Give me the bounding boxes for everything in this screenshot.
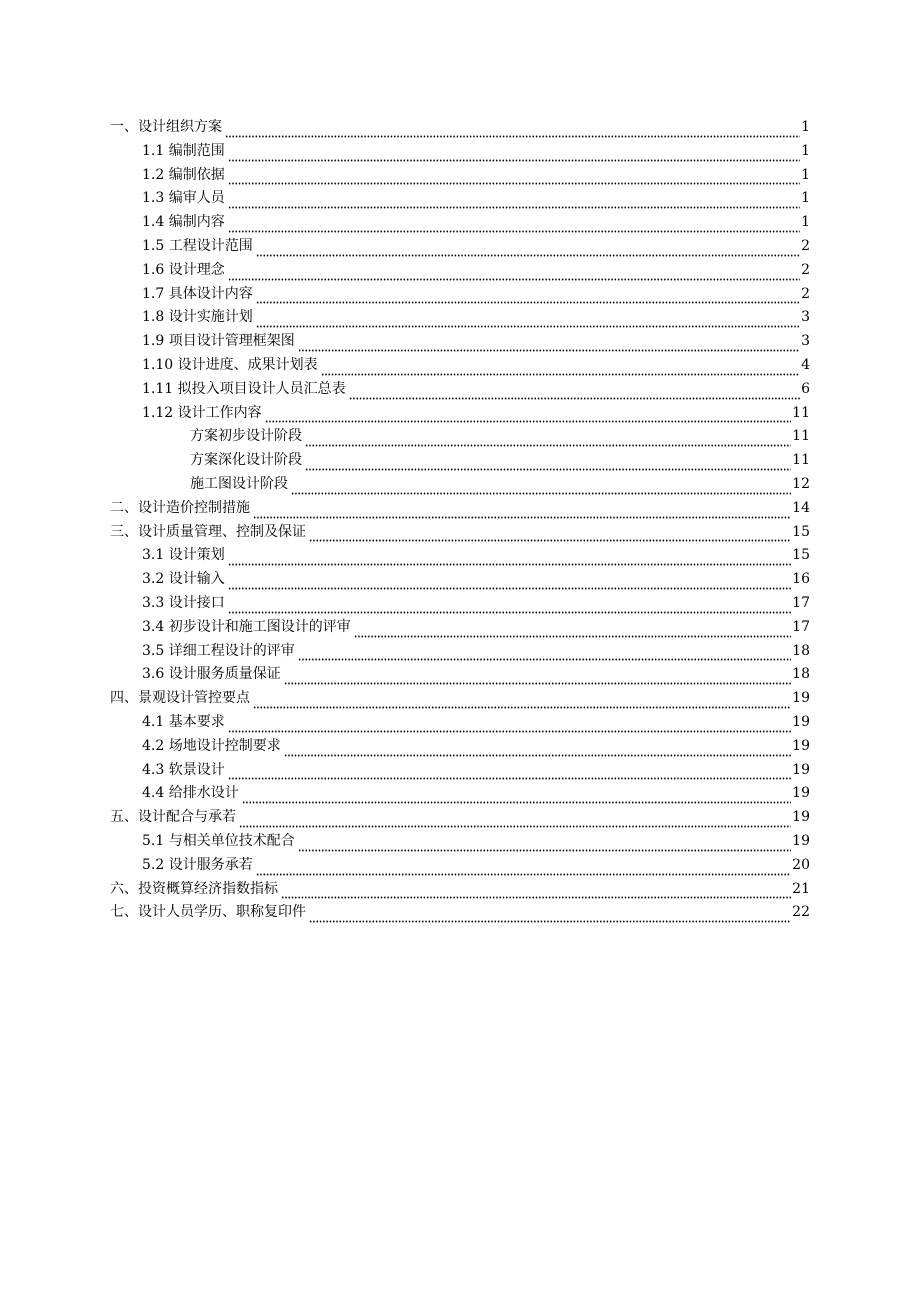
toc-entry[interactable] (110, 330, 810, 354)
toc-entry-page-number: 14 (792, 499, 810, 516)
toc-entry-page-number: 3 (801, 309, 810, 326)
toc-entry-title: 1.11 拟投入项目设计人员汇总表 (142, 380, 346, 397)
toc-entry[interactable] (110, 378, 810, 402)
toc-entry-page-number: 19 (792, 761, 810, 778)
toc-entry-page-number: 22 (792, 904, 810, 921)
toc-entry[interactable] (110, 901, 810, 925)
toc-entry-page-number: 16 (792, 571, 810, 588)
toc-entry-page-number: 17 (792, 594, 810, 611)
toc-entry[interactable] (110, 116, 810, 140)
toc-entry[interactable] (110, 735, 810, 759)
toc-entry[interactable] (110, 354, 810, 378)
toc-dot-leader (228, 766, 791, 780)
toc-dot-leader (228, 719, 791, 733)
toc-entry-page-number: 17 (792, 618, 810, 635)
toc-entry-title: 1.2 编制依据 (142, 166, 225, 183)
toc-dot-leader (265, 409, 792, 423)
toc-dot-leader (228, 148, 800, 162)
toc-dot-leader (253, 505, 791, 519)
toc-entry-page-number: 2 (801, 237, 810, 254)
toc-entry[interactable] (110, 259, 810, 283)
toc-entry-title: 1.7 具体设计内容 (142, 285, 253, 302)
toc-entry-page-number: 12 (792, 475, 810, 492)
toc-entry[interactable] (110, 711, 810, 735)
toc-dot-leader (256, 290, 800, 304)
toc-entry-title: 3.5 详细工程设计的评审 (142, 642, 295, 659)
toc-dot-leader (305, 457, 791, 471)
toc-entry-title: 3.3 设计接口 (142, 594, 225, 611)
toc-entry-title: 1.5 工程设计范围 (142, 237, 253, 254)
toc-dot-leader (298, 838, 791, 852)
toc-entry-title: 六、投资概算经济指数指标 (110, 880, 278, 897)
toc-entry-page-number: 11 (792, 452, 810, 469)
toc-entry-title: 1.1 编制范围 (142, 142, 225, 159)
toc-entry[interactable] (110, 283, 810, 307)
toc-dot-leader (239, 814, 791, 828)
toc-entry-page-number: 3 (801, 333, 810, 350)
toc-entry-title: 1.8 设计实施计划 (142, 309, 253, 326)
toc-entry-title: 3.1 设计策划 (142, 547, 225, 564)
toc-dot-leader (291, 481, 791, 495)
toc-dot-leader (228, 267, 800, 281)
toc-entry-page-number: 1 (801, 190, 810, 207)
toc-entry-page-number: 1 (801, 166, 810, 183)
toc-dot-leader (256, 314, 800, 328)
toc-entry[interactable] (110, 235, 810, 259)
toc-entry[interactable] (110, 759, 810, 783)
toc-entry-title: 1.9 项目设计管理框架图 (142, 333, 295, 350)
toc-entry-page-number: 2 (801, 261, 810, 278)
toc-dot-leader (281, 885, 791, 899)
toc-entry-page-number: 4 (801, 356, 810, 373)
toc-entry[interactable] (110, 306, 810, 330)
toc-entry-page-number: 2 (801, 285, 810, 302)
toc-entry[interactable] (110, 782, 810, 806)
toc-dot-leader (228, 552, 791, 566)
toc-entry-page-number: 21 (792, 880, 810, 897)
toc-entry[interactable] (110, 878, 810, 902)
toc-entry[interactable] (110, 830, 810, 854)
toc-entry[interactable] (110, 568, 810, 592)
toc-entry[interactable] (110, 806, 810, 830)
toc-entry-page-number: 18 (792, 642, 810, 659)
toc-entry-title: 1.4 编制内容 (142, 214, 225, 231)
toc-dot-leader (253, 695, 791, 709)
toc-dot-leader (298, 647, 791, 661)
toc-entry[interactable] (110, 544, 810, 568)
toc-dot-leader (228, 171, 800, 185)
toc-entry-page-number: 15 (792, 547, 810, 564)
toc-dot-leader (309, 528, 791, 542)
toc-entry-title: 施工图设计阶段 (190, 475, 288, 492)
toc-entry-title: 4.2 场地设计控制要求 (142, 737, 281, 754)
toc-entry[interactable] (110, 521, 810, 545)
toc-entry[interactable] (110, 616, 810, 640)
toc-entry-title: 3.4 初步设计和施工图设计的评审 (142, 618, 351, 635)
toc-entry-page-number: 11 (792, 428, 810, 445)
toc-entry-title: 四、景观设计管控要点 (110, 690, 250, 707)
toc-entry-title: 1.3 编审人员 (142, 190, 225, 207)
toc-entry-title: 4.4 给排水设计 (142, 785, 239, 802)
toc-entry-page-number: 15 (792, 523, 810, 540)
toc-dot-leader (305, 433, 791, 447)
toc-entry-title: 方案初步设计阶段 (190, 428, 302, 445)
toc-entry-page-number: 19 (792, 832, 810, 849)
toc-entry-page-number: 19 (792, 785, 810, 802)
toc-entry[interactable] (110, 140, 810, 164)
toc-entry-title: 七、设计人员学历、职称复印件 (110, 904, 306, 921)
toc-entry[interactable] (110, 854, 810, 878)
toc-entry-title: 1.6 设计理念 (142, 261, 225, 278)
toc-entry[interactable] (110, 425, 810, 449)
toc-dot-leader (228, 195, 800, 209)
toc-entry[interactable] (110, 211, 810, 235)
toc-entry-page-number: 1 (801, 214, 810, 231)
toc-entry-title: 方案深化设计阶段 (190, 452, 302, 469)
toc-entry[interactable] (110, 687, 810, 711)
toc-dot-leader (284, 743, 791, 757)
toc-entry-title: 三、设计质量管理、控制及保证 (110, 523, 306, 540)
toc-entry[interactable] (110, 640, 810, 664)
toc-entry[interactable] (110, 164, 810, 188)
toc-entry-page-number: 19 (792, 690, 810, 707)
toc-entry-page-number: 20 (792, 856, 810, 873)
toc-entry-page-number: 1 (801, 142, 810, 159)
toc-entry-title: 3.2 设计输入 (142, 571, 225, 588)
table-of-contents (110, 116, 810, 925)
toc-entry-title: 一、设计组织方案 (110, 119, 222, 135)
toc-dot-leader (228, 576, 791, 590)
toc-dot-leader (321, 362, 800, 376)
toc-entry[interactable] (110, 402, 810, 426)
toc-entry[interactable] (110, 663, 810, 687)
toc-dot-leader (242, 790, 791, 804)
toc-entry-page-number: 18 (792, 666, 810, 683)
toc-entry-title: 5.1 与相关单位技术配合 (142, 832, 295, 849)
toc-entry-title: 二、设计造价控制措施 (110, 499, 250, 516)
toc-dot-leader (284, 671, 791, 685)
toc-dot-leader (309, 909, 791, 923)
toc-entry[interactable] (110, 187, 810, 211)
toc-dot-leader (228, 600, 791, 614)
toc-dot-leader (228, 219, 800, 233)
toc-dot-leader (256, 862, 791, 876)
toc-entry-page-number: 19 (792, 737, 810, 754)
toc-entry-title: 4.1 基本要求 (142, 713, 225, 730)
toc-entry[interactable] (110, 473, 810, 497)
toc-entry-title: 五、设计配合与承若 (110, 809, 236, 826)
toc-entry-page-number: 19 (792, 809, 810, 826)
toc-entry[interactable] (110, 592, 810, 616)
toc-entry-title: 4.3 软景设计 (142, 761, 225, 778)
toc-dot-leader (256, 243, 800, 257)
toc-entry[interactable] (110, 497, 810, 521)
toc-entry-title: 1.10 设计进度、成果计划表 (142, 356, 318, 373)
toc-entry[interactable] (110, 449, 810, 473)
toc-entry-title: 3.6 设计服务质量保证 (142, 666, 281, 683)
toc-entry-page-number: 1 (801, 119, 810, 135)
toc-dot-leader (349, 386, 800, 400)
toc-entry-title: 5.2 设计服务承若 (142, 856, 253, 873)
toc-entry-page-number: 6 (801, 380, 810, 397)
toc-entry-page-number: 19 (792, 713, 810, 730)
toc-dot-leader (298, 338, 800, 352)
toc-entry-page-number: 11 (792, 404, 810, 421)
toc-entry-title: 1.12 设计工作内容 (142, 404, 262, 421)
toc-dot-leader (225, 124, 800, 138)
toc-dot-leader (354, 624, 791, 638)
